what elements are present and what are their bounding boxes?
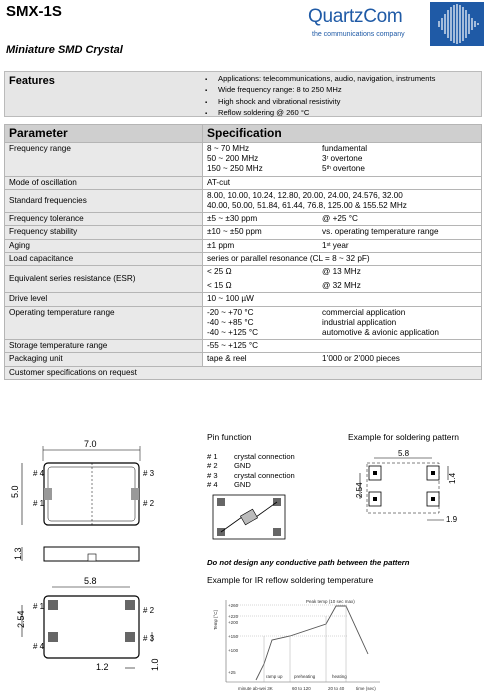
param-cell: Frequency stability (5, 226, 203, 239)
pin-function: crystal connection (234, 452, 295, 461)
param-cell: Customer specifications on request (5, 366, 482, 379)
spec-value: 8 ~ 70 MHz (207, 144, 250, 153)
features-label: Features (9, 75, 55, 87)
spec-value: < 25 Ω (207, 267, 232, 277)
reflow-ytick: +100 (228, 648, 239, 653)
spec-note: commercial application (322, 307, 406, 317)
param-cell: Operating temperature range (5, 306, 203, 340)
spec-note: 1’000 or 2’000 pieces (322, 354, 400, 364)
spec-note: overtone (328, 154, 363, 164)
spec-note: industrial application (322, 317, 397, 327)
spec-row-storage-temp (5, 340, 482, 353)
reflow-ytick: +150 (228, 634, 239, 639)
spec-value: 50 ~ 200 MHz (207, 154, 259, 164)
design-warning: Do not design any conductive path between the pattern (207, 558, 410, 567)
pin-number: # 2 (207, 461, 218, 471)
spec-cell (203, 143, 482, 177)
solder-pattern-drawing (352, 448, 472, 524)
spec-value: 40.00, 50.00, 51.84, 61.44, 76.8, 125.00 & 155.52 MHz (207, 201, 407, 211)
spec-cell: AT-cut (203, 176, 482, 189)
spec-cell (203, 226, 482, 239)
pin-label-2: # 2 (143, 499, 155, 508)
spec-note: year (330, 240, 349, 250)
dim-height-label: 5.0 (10, 485, 20, 498)
product-title: SMX-1S (6, 3, 62, 20)
reflow-ytick: +260 (228, 603, 239, 608)
reflow-phase: ramp up (266, 674, 283, 679)
spec-cell: series or parallel resonance (CL = 8 ~ 32 pF) (203, 252, 482, 265)
solder-pitch-label: 2.54 (355, 482, 364, 498)
company-logo (302, 2, 484, 46)
reflow-time: minute ab-wei 3K (238, 686, 273, 691)
spec-row-frequency-range (5, 143, 482, 177)
pin-number: # 1 (207, 452, 218, 461)
spec-value: 150 ~ 250 MHz (207, 164, 263, 174)
reflow-ytick: +220 (228, 614, 239, 619)
reflow-time: 20 to 40 (328, 686, 345, 691)
pin-label-1: # 1 (33, 499, 45, 508)
dim-thickness-label: 1.3 (13, 547, 23, 560)
spec-value: ±1 ppm (207, 240, 235, 250)
spec-table (4, 124, 482, 380)
reflow-title: Example for IR reflow soldering temperature (207, 575, 374, 585)
reflow-peak-label: Peak temp (10 sec max) (306, 599, 355, 604)
spec-note: @ +25 °C (322, 214, 358, 224)
pin-function: GND (234, 480, 251, 490)
spec-row-packaging (5, 353, 482, 366)
pin-number: # 3 (207, 470, 218, 480)
spec-value: < 15 Ω (207, 281, 232, 291)
spec-row-load-capacitance (5, 252, 482, 265)
solder-pad-w-label: 1.9 (446, 515, 458, 524)
spec-cell (203, 306, 482, 340)
spec-cell (203, 353, 482, 366)
feature-item: ▪ High shock and vibrational resistivity (205, 97, 435, 108)
spec-row-customer (5, 366, 482, 379)
param-cell: Packaging unit (5, 353, 203, 366)
spec-note: 1 (322, 240, 327, 250)
param-cell: Aging (5, 239, 203, 252)
spec-value: ±5 ~ ±30 ppm (207, 214, 258, 224)
reflow-phase: preheating (294, 674, 316, 679)
reflow-ylabel: Temp [°C] (213, 610, 218, 630)
pin-function-title: Pin function (207, 432, 252, 442)
spec-cell: 10 ~ 100 µW (203, 293, 482, 306)
spec-value: tape & reel (207, 354, 247, 364)
header-parameter: Parameter (5, 125, 203, 143)
reflow-phase: heating (332, 674, 347, 679)
spec-sup: st (326, 241, 331, 248)
reflow-profile-chart (208, 594, 384, 694)
spec-value: ±10 ~ ±50 ppm (207, 227, 262, 237)
pin-number: # 4 (207, 480, 218, 490)
spec-sup: th (326, 165, 331, 172)
spec-row-aging (5, 239, 482, 252)
header-specification: Specification (203, 125, 482, 143)
pin-function-list (207, 452, 295, 490)
spec-row-tolerance (5, 213, 482, 226)
logo-text: QuartzCom (308, 6, 403, 27)
spec-cell (203, 213, 482, 226)
spec-row-esr (5, 266, 482, 293)
spec-cell (203, 266, 482, 293)
spec-note: vs. operating temperature range (322, 227, 439, 237)
spec-row-stability (5, 226, 482, 239)
features-list (205, 74, 435, 119)
spec-cell (203, 239, 482, 252)
wave-icon (430, 2, 484, 46)
param-cell: Mode of oscillation (5, 176, 203, 189)
pin-function: crystal connection (234, 470, 295, 480)
pin-label-3b: # 3 (143, 634, 155, 643)
spec-note: @ 32 MHz (322, 281, 361, 291)
param-cell: Storage temperature range (5, 340, 203, 353)
pin-label-3: # 3 (143, 469, 155, 478)
reflow-time: time (sec) (356, 686, 376, 691)
dim-pad-span-label: 5.8 (84, 576, 97, 586)
param-cell: Load capacitance (5, 252, 203, 265)
reflow-time: 60 to 120 (292, 686, 311, 691)
spec-value: -40 ~ +125 °C (207, 328, 259, 338)
feature-item: ▪ Wide frequency range: 8 to 250 MHz (205, 85, 435, 96)
spec-note: 5 (322, 164, 327, 174)
dim-width-label: 7.0 (84, 439, 97, 449)
spec-row-operating-temp (5, 306, 482, 340)
pin-function: GND (234, 461, 251, 471)
features-box (4, 71, 482, 117)
param-cell: Equivalent series resistance (ESR) (5, 266, 203, 293)
package-drawing (0, 436, 200, 696)
solder-span-label: 5.8 (398, 449, 410, 458)
feature-item: ▪ Applications: telecommunications, audio, navigation, instruments (205, 74, 435, 85)
spec-cell: -55 ~ +125 °C (203, 340, 482, 353)
spec-note: automotive & avionic application (322, 328, 439, 338)
spec-row-drive-level (5, 293, 482, 306)
spec-note: overtone (330, 164, 365, 174)
product-subtitle: Miniature SMD Crystal (6, 44, 123, 56)
spec-cell (203, 189, 482, 212)
spec-note: 3 (322, 154, 327, 164)
solder-pad-h-label: 1.4 (448, 472, 457, 484)
spec-value: -40 ~ +85 °C (207, 317, 254, 327)
spec-note: fundamental (322, 144, 368, 153)
reflow-ytick: +25 (228, 670, 236, 675)
param-cell: Drive level (5, 293, 203, 306)
param-cell: Frequency tolerance (5, 213, 203, 226)
param-cell: Frequency range (5, 143, 203, 177)
spec-note: @ 13 MHz (322, 267, 361, 277)
pin-label-4b: # 4 (33, 642, 45, 651)
pin-label-4: # 4 (33, 469, 45, 478)
logo-tagline: the communications company (312, 31, 405, 38)
reflow-ytick: +200 (228, 620, 239, 625)
pin-label-1b: # 1 (33, 602, 45, 611)
spec-row-mode (5, 176, 482, 189)
dim-pad-w-label: 1.2 (96, 662, 109, 672)
spec-header-row (5, 125, 482, 143)
crystal-connection-sketch (212, 494, 286, 540)
spec-value: -20 ~ +70 °C (207, 307, 254, 317)
spec-sup: r (326, 155, 329, 162)
spec-row-standard-frequencies (5, 189, 482, 212)
dim-pad-h-label: 1.0 (150, 658, 160, 671)
dim-pad-pitch-label: 2.54 (16, 610, 26, 628)
spec-value: 8.00, 10.00, 10.24, 12.80, 20.00, 24.00, 24.576, 32.00 (207, 190, 403, 200)
pin-label-2b: # 2 (143, 606, 155, 615)
param-cell: Standard frequencies (5, 189, 203, 212)
solder-pattern-title: Example for soldering pattern (348, 432, 460, 442)
feature-item: ▪ Reflow soldering @ 260 °C (205, 108, 435, 119)
